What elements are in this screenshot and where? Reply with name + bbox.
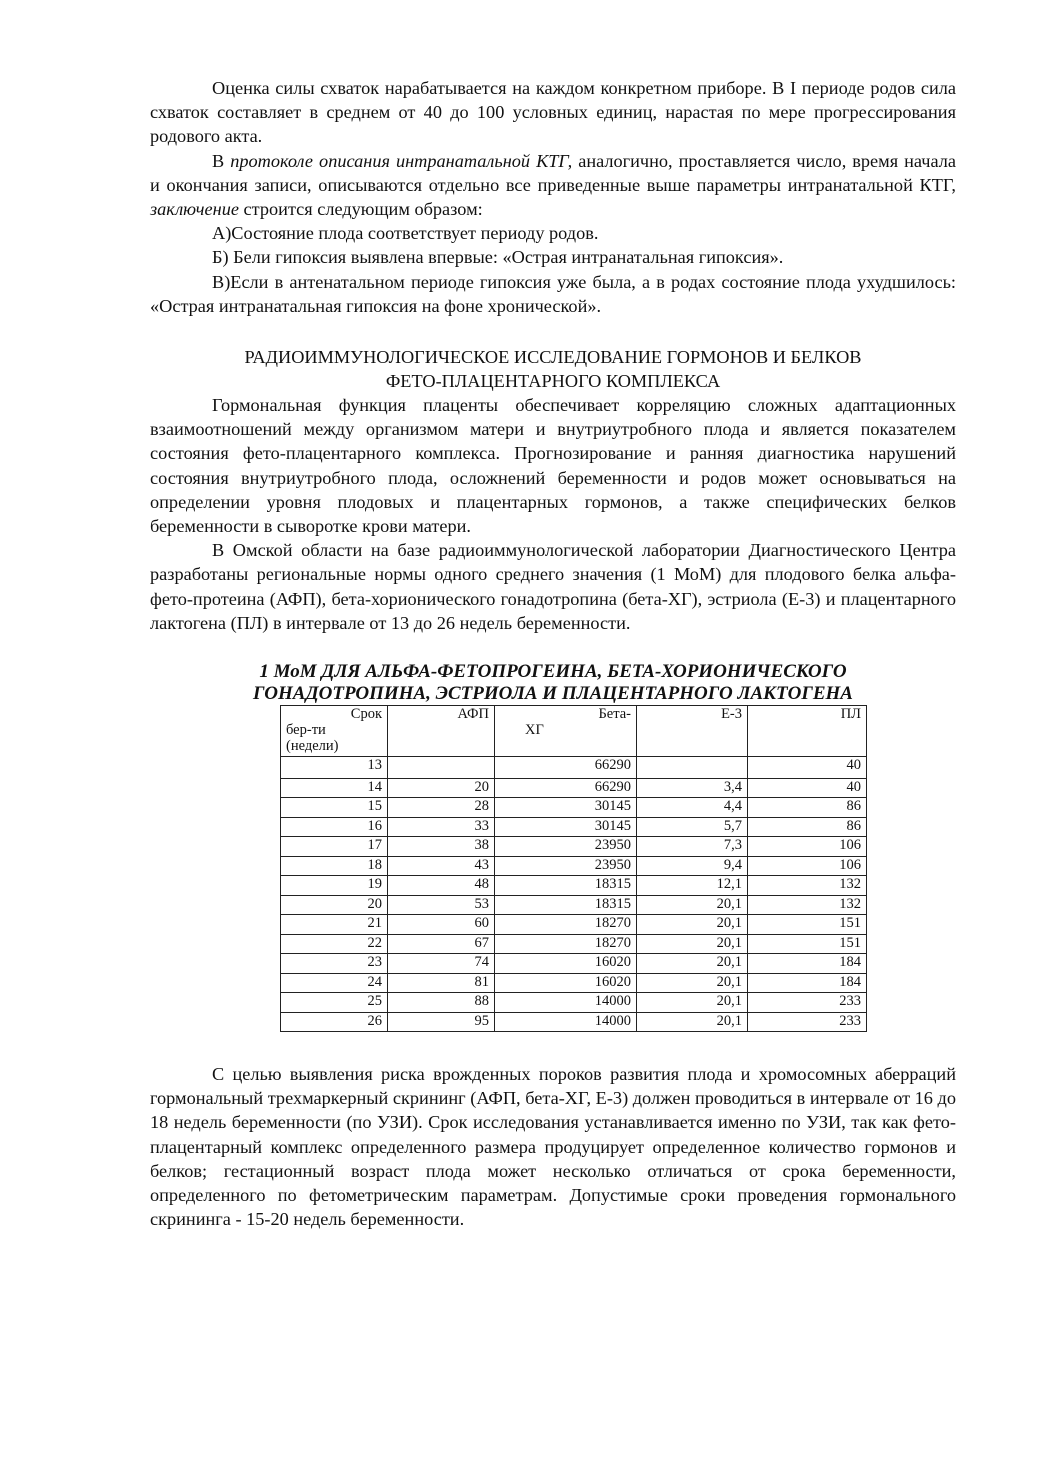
cell-beta-hcg: 18315 xyxy=(495,895,637,915)
cell-afp: 60 xyxy=(388,915,495,935)
cell-beta-hcg: 66290 xyxy=(495,778,637,798)
section-heading xyxy=(150,345,956,393)
header-term xyxy=(281,706,388,757)
cell-pl: 184 xyxy=(748,973,867,993)
cell-afp: 28 xyxy=(388,798,495,818)
cell-beta-hcg: 14000 xyxy=(495,1012,637,1032)
cell-e3: 5,7 xyxy=(637,817,748,837)
table-row xyxy=(281,993,867,1013)
cell-pl: 86 xyxy=(748,817,867,837)
cell-afp: 38 xyxy=(388,837,495,857)
header-e3: Е-3 xyxy=(637,706,748,757)
cell-afp: 43 xyxy=(388,856,495,876)
section-paragraph-hormonal-function: Гормональная функция плаценты обеспечивает корреляцию сложных адаптационных взаимоотношений между организмом матери и внутриутробного плода и является показателем состояния фето-плацентарного комплекса. Прогнозирование и ранняя диагностика нарушений состояния внутриутробного плода, осложнений беременности и родов может основываться на определении уровня плодовых и плацентарных гормонов, а также специфических белков беременности в сыворотке крови матери. xyxy=(150,395,956,537)
intro-paragraph-protocol xyxy=(150,149,956,222)
cell-pl: 40 xyxy=(748,757,867,779)
mom-table xyxy=(280,705,867,1032)
cell-e3: 20,1 xyxy=(637,1012,748,1032)
table-row xyxy=(281,856,867,876)
cell-term: 23 xyxy=(281,954,388,974)
protocol-text-b: аналогично, проставляется число, время начала и окончания записи, описываются отдельно все приведенные выше параметры интранатальной КТГ, xyxy=(150,150,957,195)
cell-beta-hcg: 23950 xyxy=(495,856,637,876)
cell-afp: 53 xyxy=(388,895,495,915)
table-row xyxy=(281,876,867,896)
cell-e3: 20,1 xyxy=(637,954,748,974)
table-row xyxy=(281,895,867,915)
header-term-line2: бер-ти xyxy=(286,722,326,739)
cell-term: 14 xyxy=(281,778,388,798)
cell-pl: 151 xyxy=(748,934,867,954)
document-page xyxy=(150,76,956,1231)
cell-e3: 20,1 xyxy=(637,915,748,935)
conclusion-item-b: Б) Бели гипоксия выявлена впервые: «Острая интранатальная гипоксия». xyxy=(212,247,784,268)
cell-e3: 7,3 xyxy=(637,837,748,857)
header-beta-hcg xyxy=(495,706,637,757)
cell-afp: 33 xyxy=(388,817,495,837)
cell-afp xyxy=(388,757,495,779)
cell-pl: 233 xyxy=(748,993,867,1013)
cell-term: 26 xyxy=(281,1012,388,1032)
cell-beta-hcg: 23950 xyxy=(495,837,637,857)
cell-term: 15 xyxy=(281,798,388,818)
conclusion-italic: заключение xyxy=(150,199,239,220)
cell-beta-hcg: 16020 xyxy=(495,954,637,974)
header-afp: АФП xyxy=(388,706,495,757)
conclusion-item-c: В)Если в антенатальном периоде гипоксия уже была, а в родах состояние плода ухудшилось: «Острая интранатальная гипоксия на фоне хронической». xyxy=(150,271,956,316)
cell-e3: 20,1 xyxy=(637,934,748,954)
cell-pl: 40 xyxy=(748,778,867,798)
cell-e3: 4,4 xyxy=(637,798,748,818)
cell-term: 24 xyxy=(281,973,388,993)
cell-pl: 233 xyxy=(748,1012,867,1032)
cell-term: 20 xyxy=(281,895,388,915)
table-row xyxy=(281,915,867,935)
cell-e3: 3,4 xyxy=(637,778,748,798)
table-row xyxy=(281,798,867,818)
cell-pl: 86 xyxy=(748,798,867,818)
cell-pl: 106 xyxy=(748,837,867,857)
intro-paragraph-contractions: Оценка силы схваток нарабатывается на каждом конкретном приборе. В I периоде родов сила схваток составляет в среднем от 40 до 100 условных единиц, нарастая по мере прогрессирования родового акта. xyxy=(150,78,956,147)
cell-pl: 184 xyxy=(748,954,867,974)
cell-afp: 74 xyxy=(388,954,495,974)
table-row xyxy=(281,837,867,857)
conclusion-item-a: А)Состояние плода соответствует периоду родов. xyxy=(212,223,599,244)
cell-e3 xyxy=(637,757,748,779)
table-title-line2: ГОНАДОТРОПИНА, ЭСТРИОЛА И ПЛАЦЕНТАРНОГО ЛАКТОГЕНА xyxy=(253,683,853,705)
cell-pl: 151 xyxy=(748,915,867,935)
header-pl: ПЛ xyxy=(748,706,867,757)
cell-beta-hcg: 16020 xyxy=(495,973,637,993)
header-term-line3: (недели) xyxy=(286,738,339,755)
header-term-line1: Срок xyxy=(350,706,382,723)
cell-afp: 81 xyxy=(388,973,495,993)
cell-e3: 20,1 xyxy=(637,895,748,915)
cell-term: 13 xyxy=(281,757,388,779)
cell-e3: 20,1 xyxy=(637,993,748,1013)
cell-term: 22 xyxy=(281,934,388,954)
cell-pl: 132 xyxy=(748,876,867,896)
cell-beta-hcg: 66290 xyxy=(495,757,637,779)
table-row xyxy=(281,817,867,837)
protocol-text-a: В xyxy=(212,150,231,171)
cell-afp: 88 xyxy=(388,993,495,1013)
cell-e3: 20,1 xyxy=(637,973,748,993)
cell-term: 18 xyxy=(281,856,388,876)
section-heading-line1: РАДИОИММУНОЛОГИЧЕСКОЕ ИССЛЕДОВАНИЕ ГОРМОНОВ И БЕЛКОВ xyxy=(244,347,862,368)
cell-beta-hcg: 14000 xyxy=(495,993,637,1013)
table-header-row xyxy=(281,706,867,757)
cell-pl: 106 xyxy=(748,856,867,876)
table-row xyxy=(281,1012,867,1032)
protocol-italic: протоколе описания интранатальной КТГ, xyxy=(230,150,573,171)
table-row xyxy=(281,757,867,779)
cell-afp: 48 xyxy=(388,876,495,896)
cell-afp: 67 xyxy=(388,934,495,954)
closing-paragraph-screening: С целью выявления риска врожденных пороков развития плода и хромосомных аберраций гормональный трехмаркерный скрининг (АФП, бета-ХГ, Е-3) должен проводиться в интервале от 16 до 18 недель беременности (по УЗИ). Срок исследования устанавливается именно по УЗИ, так как фето-плацентарный комплекс определенного размера продуцирует определенное количество гормонов и белков; гестационный возраст плода может несколько отличаться от срока беременности, определенного по фетометрическим параметрам. Допустимые сроки проведения гормонального скрининга - 15-20 недель беременности. xyxy=(150,1064,956,1230)
cell-beta-hcg: 18270 xyxy=(495,934,637,954)
protocol-text-c: строится следующим образом: xyxy=(238,199,483,220)
table-row xyxy=(281,778,867,798)
cell-afp: 95 xyxy=(388,1012,495,1032)
section-heading-line2: ФЕТО-ПЛАЦЕНТАРНОГО КОМПЛЕКСА xyxy=(385,371,721,392)
cell-beta-hcg: 18315 xyxy=(495,876,637,896)
cell-term: 19 xyxy=(281,876,388,896)
section-paragraph-omsk-norms: В Омской области на базе радиоиммунологической лаборатории Диагностического Центра разработаны региональные нормы одного среднего значения (1 МоМ) для плодового белка альфа-фето-протеина (АФП), бета-хорионического гонадотропина (бета-ХГ), эстриола (Е-3) и плацентарного лактогена (ПЛ) в интервале от 13 до 26 недель беременности. xyxy=(150,540,956,633)
cell-pl: 132 xyxy=(748,895,867,915)
header-hcg-line1: Бета- xyxy=(598,706,631,723)
cell-term: 21 xyxy=(281,915,388,935)
table-title-line1: 1 МоМ ДЛЯ АЛЬФА-ФЕТОПРОГЕИНА, БЕТА-ХОРИОНИЧЕСКОГО xyxy=(259,661,847,683)
cell-term: 17 xyxy=(281,837,388,857)
table-title xyxy=(150,661,956,705)
cell-term: 16 xyxy=(281,817,388,837)
cell-beta-hcg: 30145 xyxy=(495,798,637,818)
table-row xyxy=(281,934,867,954)
cell-beta-hcg: 18270 xyxy=(495,915,637,935)
cell-beta-hcg: 30145 xyxy=(495,817,637,837)
cell-afp: 20 xyxy=(388,778,495,798)
cell-e3: 12,1 xyxy=(637,876,748,896)
table-row xyxy=(281,954,867,974)
table-row xyxy=(281,973,867,993)
cell-e3: 9,4 xyxy=(637,856,748,876)
header-hcg-line2: ХГ xyxy=(525,722,544,739)
cell-term: 25 xyxy=(281,993,388,1013)
